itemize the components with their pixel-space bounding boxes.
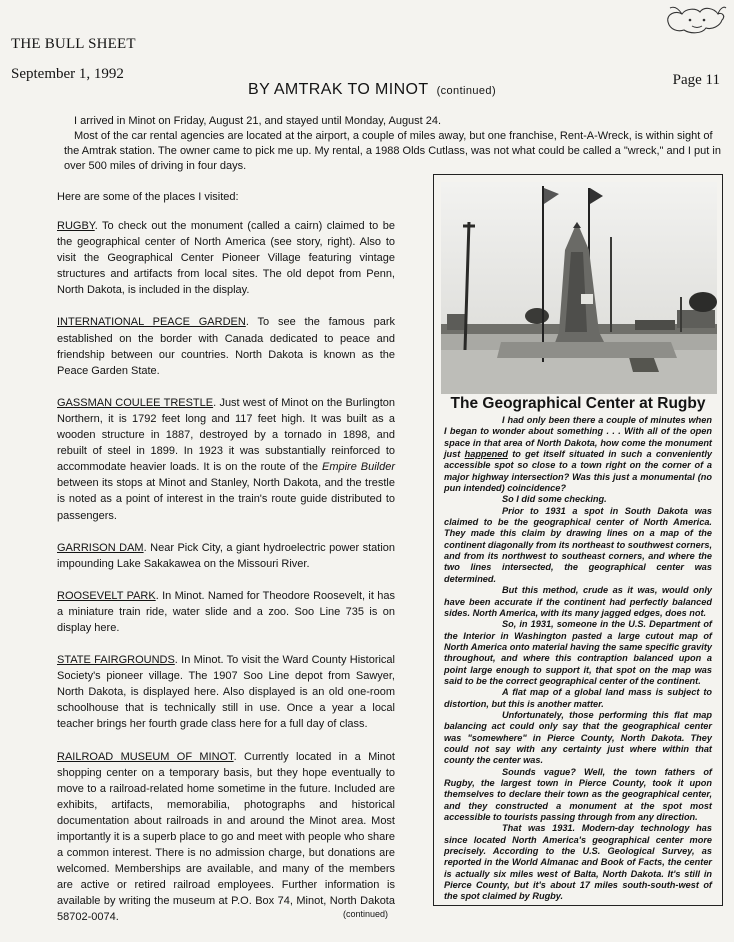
intro-paragraph: I arrived in Minot on Friday, August 21, and stayed until Monday, August 24. xyxy=(74,115,442,127)
newsletter-name: THE BULL SHEET xyxy=(11,36,136,52)
place-entry xyxy=(57,652,395,732)
place-text: . Just west of Minot on the Burlington Northern, it is 1792 feet long and 117 feet high. It was built as a wooden structure in 1887, destroyed by a tornado in 1898, and rebuilt of steel in 1899. In 1923 it was substantially reinforced to accommodate heavier loads. It is on the route of the xyxy=(57,396,396,474)
sidebar-paragraph: So, in 1931, someone in the U.S. Department of the Interior in Washington pasted a large cutout map of North America onto material having the same specific gravity throughout, and where this contraption balanced upon a point large enough to support it, that spot on the map was said to be the correct geographical center of the continent. xyxy=(444,619,712,686)
intro-text xyxy=(64,114,724,174)
sidebar-paragraph: Prior to 1931 a spot in South Dakota was claimed to be the geographical center of North America. They made this claim by drawing lines on a map of the continent diagonally from its northeast to southwest corners, and from its northwest to southeast corners, and where the two lines intersected, the geographical center was determined. xyxy=(444,505,712,584)
sidebar-paragraph: Unfortunately, those performing this flat map balancing act could only say that the geographical center was "somewhere" in Pierce County, North Dakota. They could not say with any certainty just where within that county the center was. xyxy=(444,709,712,766)
place-emphasis: Empire Builder xyxy=(321,461,396,474)
place-name: INTERNATIONAL PEACE GARDEN xyxy=(57,316,246,329)
place-name: ROOSEVELT PARK xyxy=(57,589,156,602)
sidebar-paragraph: But this method, crude as it was, would only have been accurate if the continent had perfectly balanced sides. North America, with its many jagged edges, does not. xyxy=(444,585,712,618)
page-number: Page 11 xyxy=(672,72,720,88)
sidebar-paragraph: Sounds vague? Well, the town fathers of Rugby, the largest town in Pierce County, took it upon themselves to declare their town as the geographical center, and they constructed a monument at the spot most accessible to tourists passing through from any direction. xyxy=(444,766,712,823)
sidebar-underlined: happened xyxy=(464,449,508,460)
place-text: . To see the famous park established on the border with Canada dedicated to peace and friendship between our countries. North Dakota is known as the Peace Garden State. xyxy=(57,316,395,377)
places-list xyxy=(57,218,395,942)
place-entry xyxy=(57,540,395,572)
place-name: RUGBY xyxy=(57,220,95,232)
article-title-note: (continued) xyxy=(436,85,497,97)
article-title xyxy=(248,81,496,99)
sidebar-body xyxy=(444,415,712,903)
bull-logo-icon xyxy=(662,2,728,38)
places-intro: Here are some of the places I visited: xyxy=(57,191,239,203)
place-name: STATE FAIRGROUNDS xyxy=(57,654,175,667)
place-entry xyxy=(57,749,395,926)
place-text: . In Minot. To visit the Ward County Historical Society's pioneer village. The 1907 Soo Line depot from Sawyer, North Dakota, is displayed here. Also displayed is an old one-room schoolhouse that is technically still in use. Once a year a local teacher brings her fourth grade class here for a full day of class. xyxy=(57,654,395,731)
place-text: . In Minot. Named for Theodore Roosevelt, it has a miniature train ride, water slide and a zoo. Soo Line 735 is on display here. xyxy=(57,589,395,634)
cairn-monument-image xyxy=(441,182,717,394)
continued-note: (continued) xyxy=(343,909,389,919)
intro-paragraph: Most of the car rental agencies are located at the airport, a couple of miles away, but one franchise, Rent-A-Wreck, is within sight of the Amtrak station. The owner came to pick me up. My rental, a 1988 Olds Cutlass, was not what could be called a "wreck," and I put in over 500 miles of driving in four days. xyxy=(64,130,721,172)
sidebar-paragraph xyxy=(444,415,712,494)
sidebar-paragraph: That was 1931. Modern-day technology has since located North America's geographical center more precisely. According to the U.S. Geological Survey, as reported in the World Almanac and Book of Facts, the center is actually six miles west of Balta, North Dakota. It's still in Pierce County, but it's about 17 miles south-south-west of the spot claimed by Rugby. xyxy=(444,823,712,902)
place-entry xyxy=(57,218,395,298)
sidebar-box xyxy=(433,174,723,906)
sidebar-title: The Geographical Center at Rugby xyxy=(450,395,706,412)
place-text: between its stops at Minot and Stanley, North Dakota, and the trestle is noted as a point of interest in the train's route guide distributed to passengers. xyxy=(57,477,395,522)
place-name: GARRISON DAM xyxy=(57,541,144,554)
sidebar-text: to get itself situated in such a conveniently accessible spot so close to a town right on the corner of a major highway intersection? Was this just a monumental (no pun intended) coincidence? xyxy=(444,449,713,494)
monument-photo xyxy=(441,182,717,394)
article-title-text: BY AMTRAK TO MINOT xyxy=(248,81,429,98)
sidebar-paragraph: So I did some checking. xyxy=(502,494,607,505)
issue-date: September 1, 1992 xyxy=(11,66,124,82)
place-text: . Currently located in a Minot shopping center on a temporary basis, but they hope eventually to move to a railroad-related home sometime in the future. Included are exhibits, artifacts, memorabilia, photographs and historical documentation about railroads in and around the Minot area. Most importantly it is a superb place to go and meet with people who share a common interest. There is no admission charge, but donations are welcomed. Memberships are available, and many of the members are active or retired railroad employees. Further information is available by writing the museum at P.O. Box 74, Minot, North Dakota 58702-0074. xyxy=(57,750,395,924)
place-entry xyxy=(57,395,395,524)
place-entry xyxy=(57,588,395,636)
place-text: . To check out the monument (called a cairn) claimed to be the geographical center of North America (see story, right). Also to visit the Geographical Center Pioneer Village featuring vintage structures and artifacts from local sites. The old depot from Penn, North Dakota, is included in the display. xyxy=(57,220,395,297)
place-text: . Near Pick City, a giant hydroelectric power station impounding Lake Sakakawea on the Missouri River. xyxy=(57,541,395,570)
place-entry xyxy=(57,314,395,378)
sidebar-text: I had only been there a couple of minutes when I began to wonder about something . . . With all of the open space in that area of North Dakota, how come the monument just xyxy=(444,415,712,460)
sidebar-paragraph: A flat map of a global land mass is subject to distortion, but this is another matter. xyxy=(444,687,712,709)
place-name: GASSMAN COULEE TRESTLE xyxy=(57,396,214,409)
place-name: RAILROAD MUSEUM OF MINOT xyxy=(57,750,234,763)
